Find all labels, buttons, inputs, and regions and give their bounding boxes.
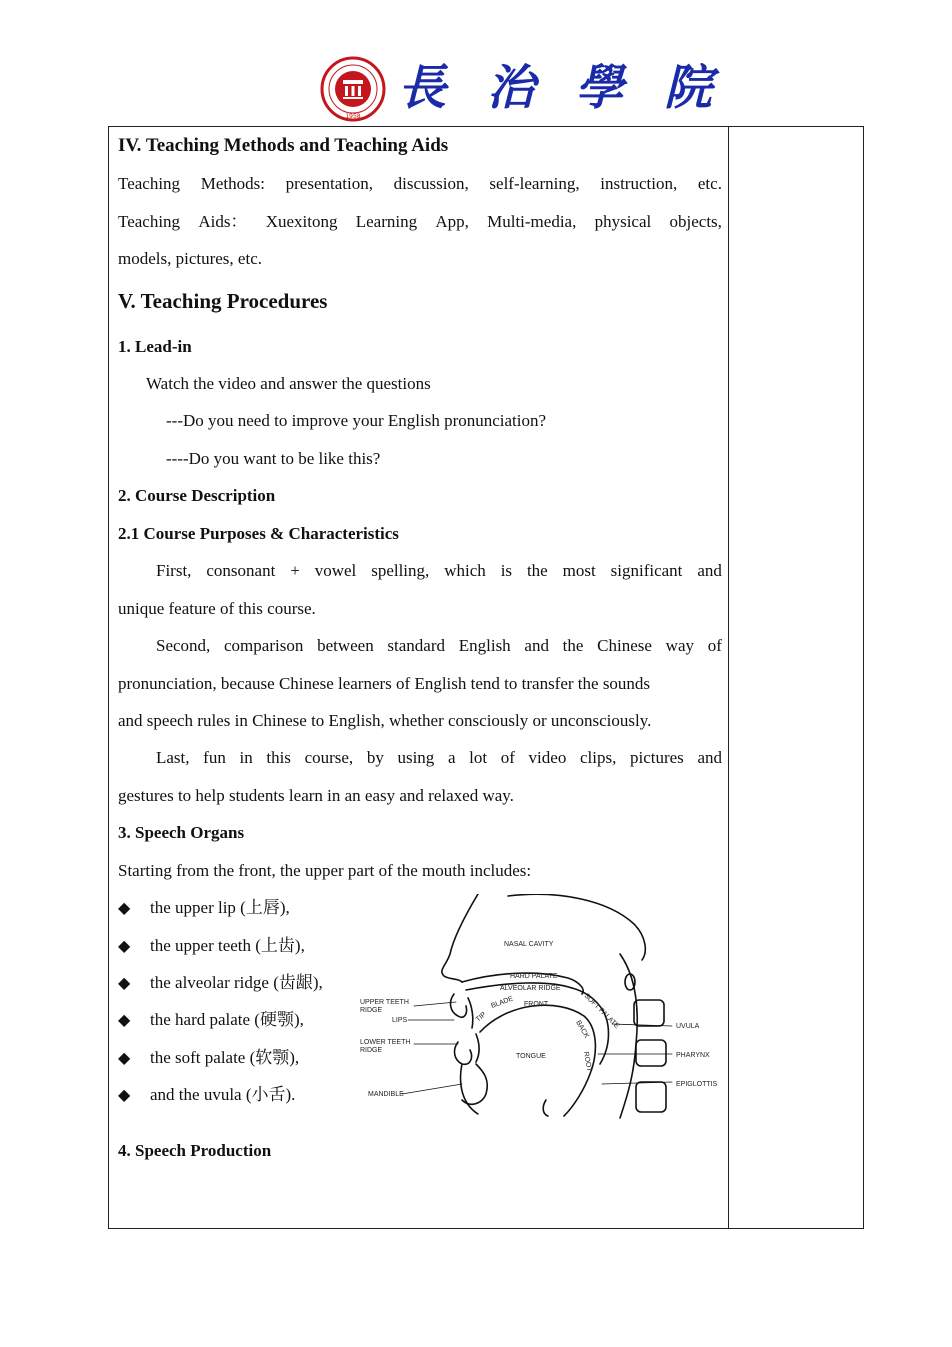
school-name: 長 治 學 院 [398, 60, 725, 116]
word: App, [435, 212, 469, 231]
label-soft-palate: SOFT PALATE [582, 992, 621, 1031]
list-item-text: the alveolar ridge (齿龈), [150, 973, 323, 992]
table-column-divider [728, 126, 729, 1229]
word: objects, [669, 212, 722, 231]
vertebra [636, 1040, 666, 1066]
nasal-cavity-outline [508, 894, 645, 960]
label-blade: BLADE [490, 995, 515, 1010]
word: most [562, 561, 596, 580]
word: Multi-media, [487, 212, 577, 231]
word: which [444, 561, 486, 580]
course-description-title: 2. Course Description [118, 486, 276, 505]
word: spelling, [371, 561, 430, 580]
diamond-bullet-icon: ◆ [118, 1050, 131, 1067]
diamond-bullet-icon: ◆ [118, 1087, 131, 1104]
list-item-text: and the uvula (小舌). [150, 1085, 296, 1104]
word: using [397, 748, 435, 767]
word: lot [469, 748, 488, 767]
upper-teeth [468, 998, 473, 1028]
label-hard-palate: HARD PALATE [510, 973, 558, 980]
section-v-title: V. Teaching Procedures [118, 289, 328, 313]
list-item-text: the upper teeth (上齿), [150, 936, 305, 955]
diamond-bullet-icon: ◆ [118, 938, 131, 955]
label-root: ROOT [582, 1051, 593, 1073]
label-epiglottis: EPIGLOTTIS [676, 1081, 718, 1088]
lower-teeth [476, 1034, 479, 1062]
word: significant [610, 561, 683, 580]
word: Learning [355, 212, 418, 231]
paragraph-3-line-2: gestures to help students learn in an easy and relaxed way. [118, 786, 514, 805]
paragraph-2-line-3: and speech rules in Chinese to English, whether consciously or unconsciously. [118, 711, 652, 730]
word: of [707, 636, 722, 655]
seal-year: 1958 [345, 113, 361, 120]
label-nasal-cavity: NASAL CAVITY [504, 941, 554, 948]
word: Methods: [200, 174, 265, 193]
leadin-title: 1. Lead-in [118, 337, 192, 356]
paragraph-2-line-2: pronunciation, because Chinese learners of English tend to transfer the sounds [118, 674, 651, 693]
word: Last, [156, 748, 190, 767]
word: Second, [156, 636, 211, 655]
lower-lip [455, 1042, 472, 1064]
word: the [526, 561, 548, 580]
label-pharynx: PHARYNX [676, 1052, 710, 1059]
leadin-text: Watch the video and answer the questions [146, 374, 431, 393]
word: etc. [697, 174, 722, 193]
label-mandible: MANDIBLE [368, 1091, 404, 1098]
teaching-methods-line [118, 172, 722, 196]
paragraph-3-line-1 [156, 746, 722, 770]
word: this [266, 748, 291, 767]
paragraph-1-line-1 [156, 559, 722, 583]
list-item [118, 934, 305, 959]
face-outline [442, 894, 478, 982]
university-seal-icon [320, 56, 386, 122]
list-item [118, 1046, 299, 1071]
word: physical [594, 212, 652, 231]
teaching-aids-line [118, 210, 722, 234]
speech-organs-diagram [358, 894, 724, 1120]
word: video [528, 748, 567, 767]
list-item-text: the upper lip (上唇), [150, 898, 290, 917]
word: consonant [206, 561, 276, 580]
word: discussion, [393, 174, 469, 193]
list-item-text: the soft palate (软颚), [150, 1048, 300, 1067]
word: Teaching [118, 174, 181, 193]
word: Chinese [597, 636, 652, 655]
paragraph-1-line-2: unique feature of this course. [118, 599, 316, 618]
diamond-bullet-icon: ◆ [118, 1012, 131, 1029]
leadin-question-2: ----Do you want to be like this? [166, 449, 381, 468]
word: by [366, 748, 384, 767]
word: First, [156, 561, 192, 580]
word: Aids： [198, 212, 248, 231]
word: clips, [579, 748, 617, 767]
word: standard [387, 636, 446, 655]
word: fun [203, 748, 226, 767]
page-header [0, 52, 952, 124]
label-uvula: UVULA [676, 1023, 700, 1030]
word: presentation, [285, 174, 373, 193]
diamond-bullet-icon: ◆ [118, 900, 131, 917]
paragraph-2-line-1 [156, 634, 722, 658]
word: the [562, 636, 584, 655]
jaw-inner [462, 1064, 487, 1104]
epiglottis-shape [543, 1100, 548, 1116]
label-upper-teeth: UPPER TEETH [360, 999, 409, 1006]
list-item [118, 1008, 304, 1033]
label-alveolar-ridge: ALVEOLAR RIDGE [500, 985, 561, 992]
word: pictures [629, 748, 684, 767]
diamond-bullet-icon: ◆ [118, 975, 131, 992]
label-lower-teeth: LOWER TEETH [360, 1039, 411, 1046]
word: of [500, 748, 515, 767]
course-purposes-title: 2.1 Course Purposes & Characteristics [118, 524, 399, 543]
label-back: BACK [574, 1019, 590, 1040]
list-item [118, 896, 290, 921]
word: in [239, 748, 253, 767]
label-ridge: RIDGE [360, 1007, 383, 1014]
label-tongue: TONGUE [516, 1053, 546, 1060]
label-tip: TIP [474, 1011, 488, 1024]
list-item-text: the hard palate (硬颚), [150, 1010, 304, 1029]
word: and [697, 561, 722, 580]
mandible-outline [461, 1064, 478, 1114]
word: instruction, [600, 174, 678, 193]
label-lips: LIPS [392, 1017, 408, 1024]
teaching-aids-end: models, pictures, etc. [118, 249, 262, 268]
word: and [697, 748, 722, 767]
upper-lip [451, 994, 467, 1017]
list-item [118, 1083, 295, 1108]
word: way [665, 636, 694, 655]
word: + [290, 561, 300, 580]
speech-organs-title: 3. Speech Organs [118, 823, 245, 842]
leadin-question-1: ---Do you need to improve your English pronunciation? [166, 411, 547, 430]
list-item [118, 971, 323, 996]
word: course, [304, 748, 354, 767]
word: Xuexitong [265, 212, 338, 231]
pointer-line [402, 1084, 462, 1094]
word: vowel [314, 561, 357, 580]
word: a [447, 748, 456, 767]
label-front: FRONT [524, 1001, 549, 1008]
word: English [458, 636, 511, 655]
word: is [500, 561, 513, 580]
word: self-learning, [489, 174, 580, 193]
speech-production-title: 4. Speech Production [118, 1141, 272, 1160]
section-iv-title: IV. Teaching Methods and Teaching Aids [118, 135, 449, 156]
word: Teaching [118, 212, 181, 231]
word: and [524, 636, 549, 655]
speech-organs-intro: Starting from the front, the upper part of the mouth includes: [118, 861, 532, 880]
vertebra [634, 1000, 664, 1026]
label-ridge: RIDGE [360, 1047, 383, 1054]
word: between [317, 636, 374, 655]
vertebra [636, 1082, 666, 1112]
word: comparison [224, 636, 304, 655]
